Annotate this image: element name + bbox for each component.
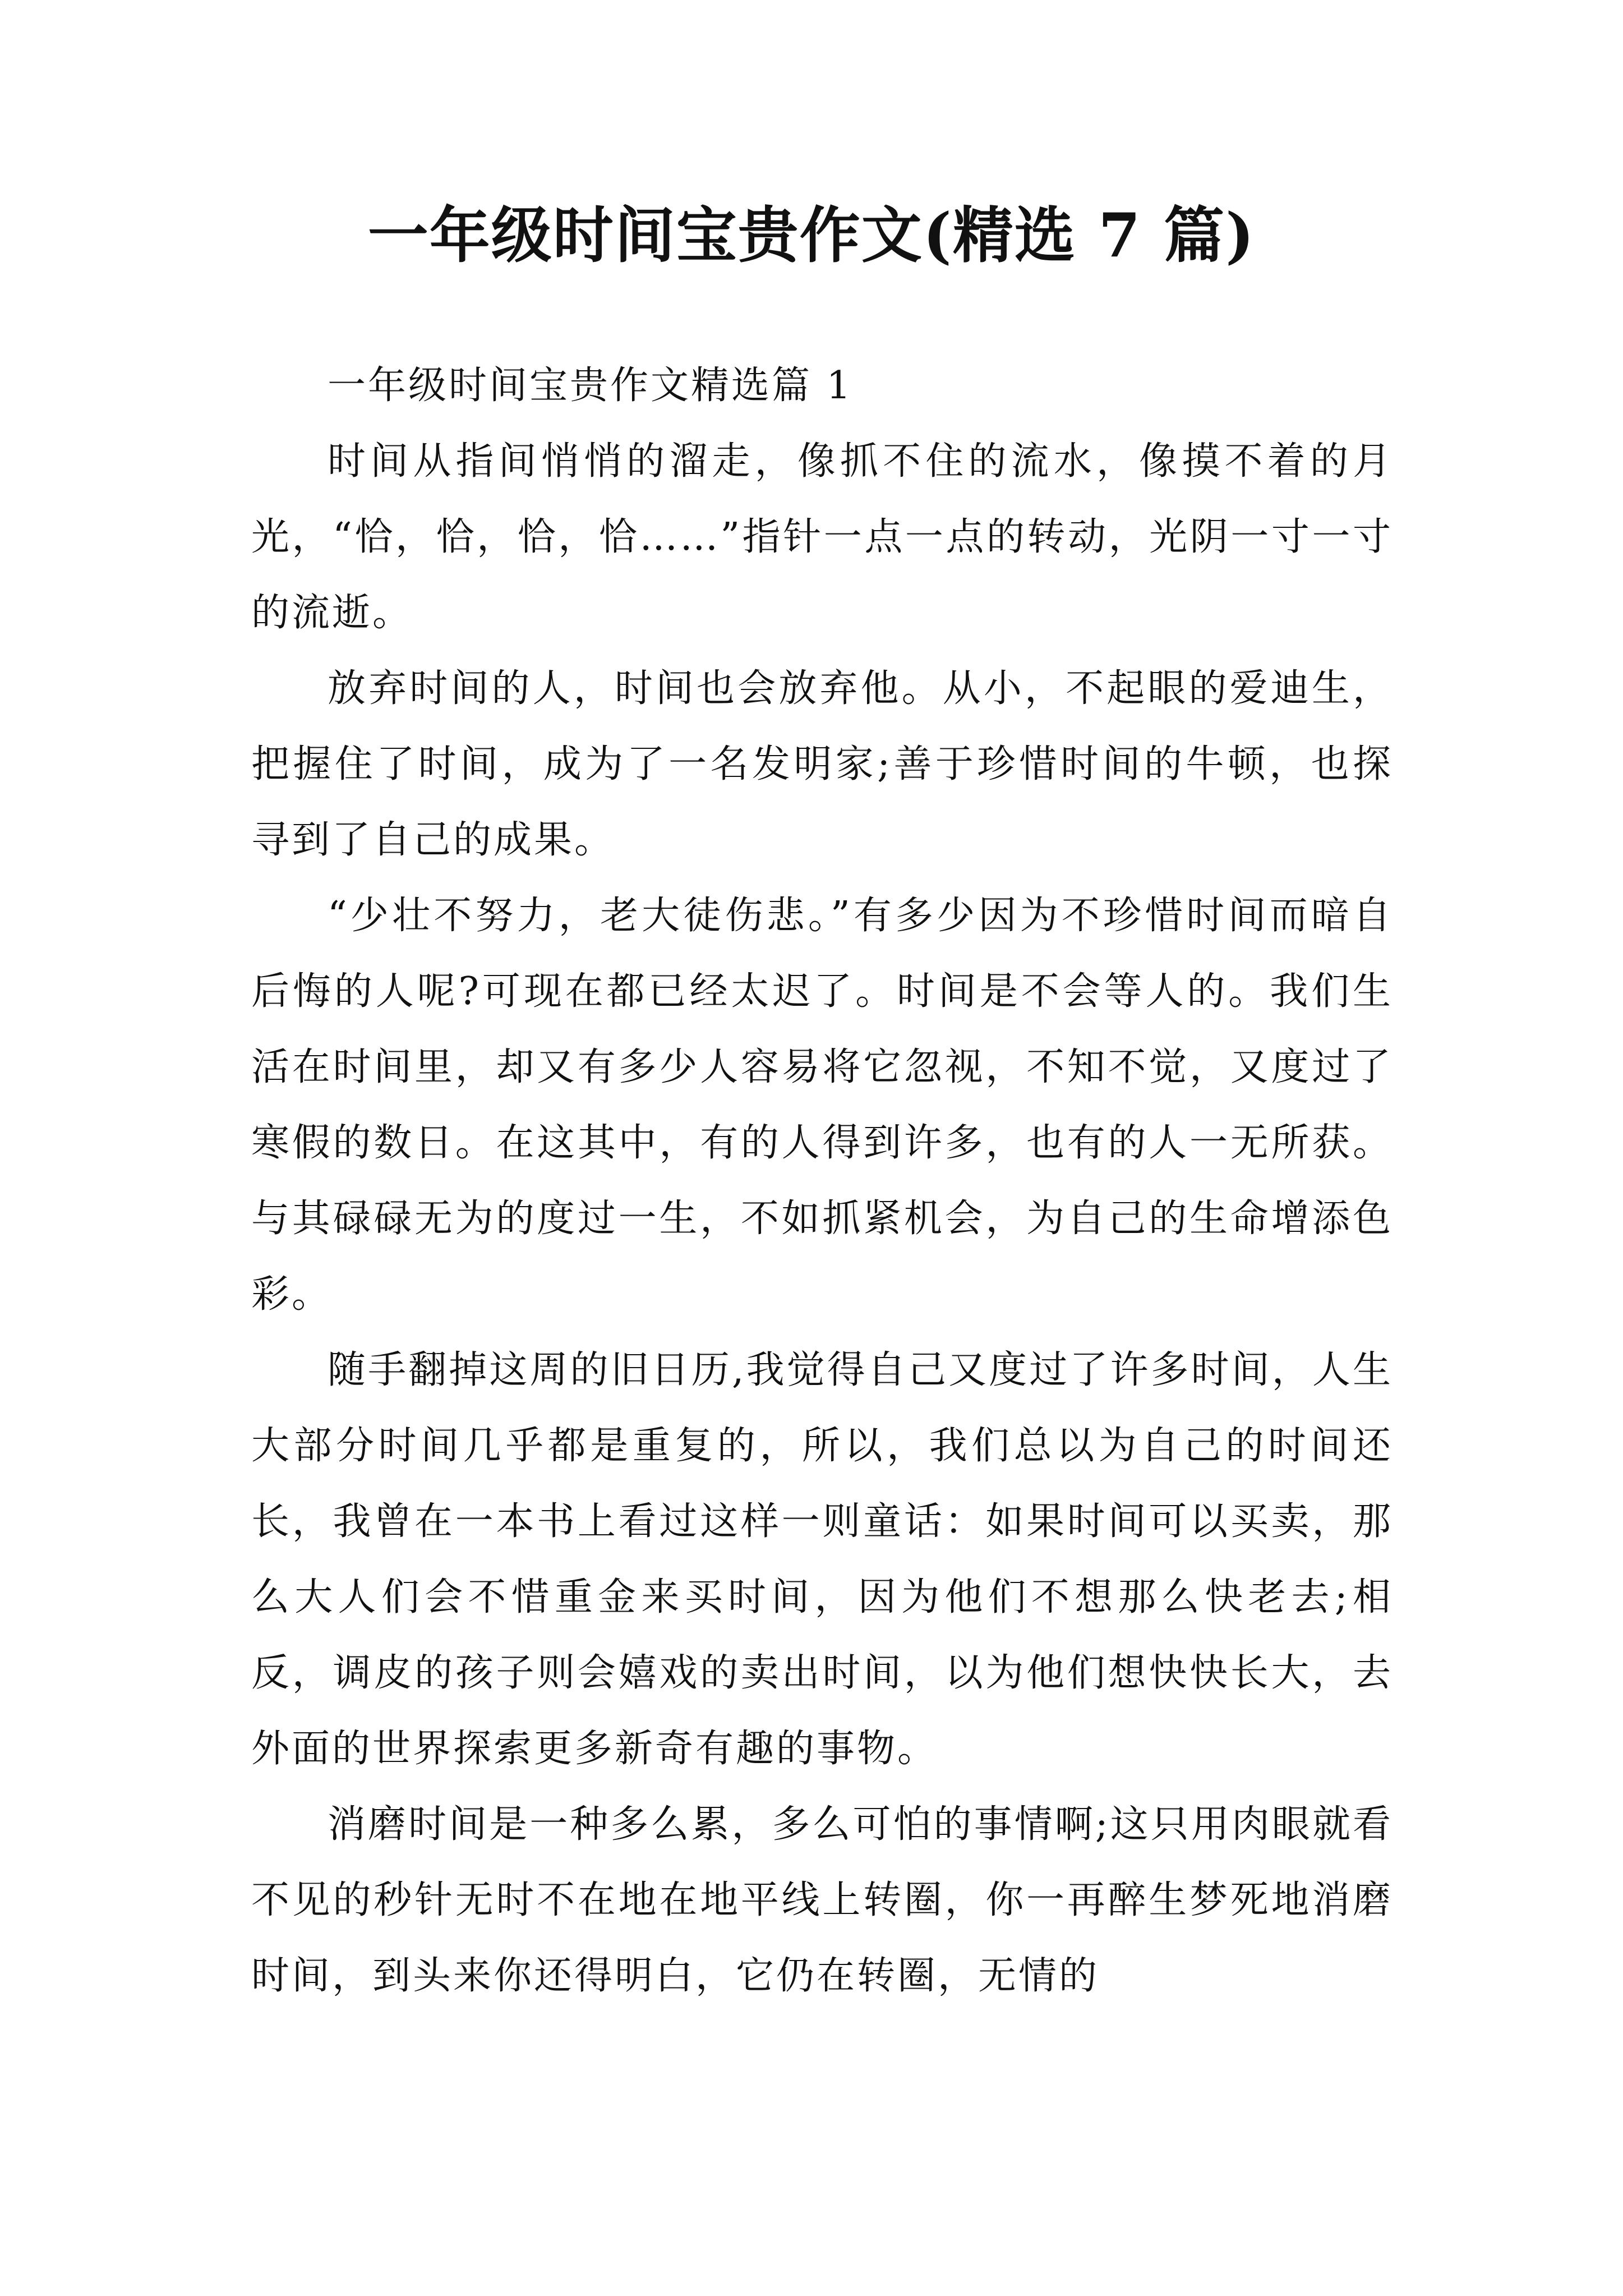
paragraph-1: 时间从指间悄悄的溜走，像抓不住的流水，像摸不着的月光，“恰，恰，恰，恰……”指针一点一点的转动，光阴一寸一寸的流逝。 [251, 439, 1393, 635]
document-body [251, 348, 1393, 2014]
section-heading: 一年级时间宝贵作文精选篇 1 [328, 364, 853, 408]
paragraph-3: “少壮不努力，老大徒伤悲。”有多少因为不珍惜时间而暗自后悔的人呢?可现在都已经太迟了。时间是不会等人的。我们生活在时间里，却又有多少人容易将它忽视，不知不觉，又度过了寒假的数日。在这其中，有的人得到许多，也有的人一无所获。与其碌碌无为的度过一生，不如抓紧机会，为自己的生命增添色彩。 [251, 894, 1393, 1317]
paragraph-4: 随手翻掉这周的旧日历,我觉得自己又度过了许多时间，人生大部分时间几乎都是重复的，所以，我们总以为自己的时间还长，我曾在一本书上看过这样一则童话：如果时间可以买卖，那么大人们会不惜重金来买时间，因为他们不想那么快老去;相反，调皮的孩子则会嬉戏的卖出时间，以为他们想快快长大，去外面的世界探索更多新奇有趣的事物。 [251, 1348, 1393, 1771]
document-title: 一年级时间宝贵作文(精选 7 篇) [367, 200, 1256, 271]
paragraph-2: 放弃时间的人，时间也会放弃他。从小，不起眼的爱迪生，把握住了时间，成为了一名发明家;善于珍惜时间的牛顿，也探寻到了自己的成果。 [251, 666, 1393, 862]
paragraph-5: 消磨时间是一种多么累，多么可怕的事情啊;这只用肉眼就看不见的秒针无时不在地在地平线上转圈，你一再醉生梦死地消磨时间，到头来你还得明白，它仍在转圈，无情的 [251, 1802, 1393, 1998]
